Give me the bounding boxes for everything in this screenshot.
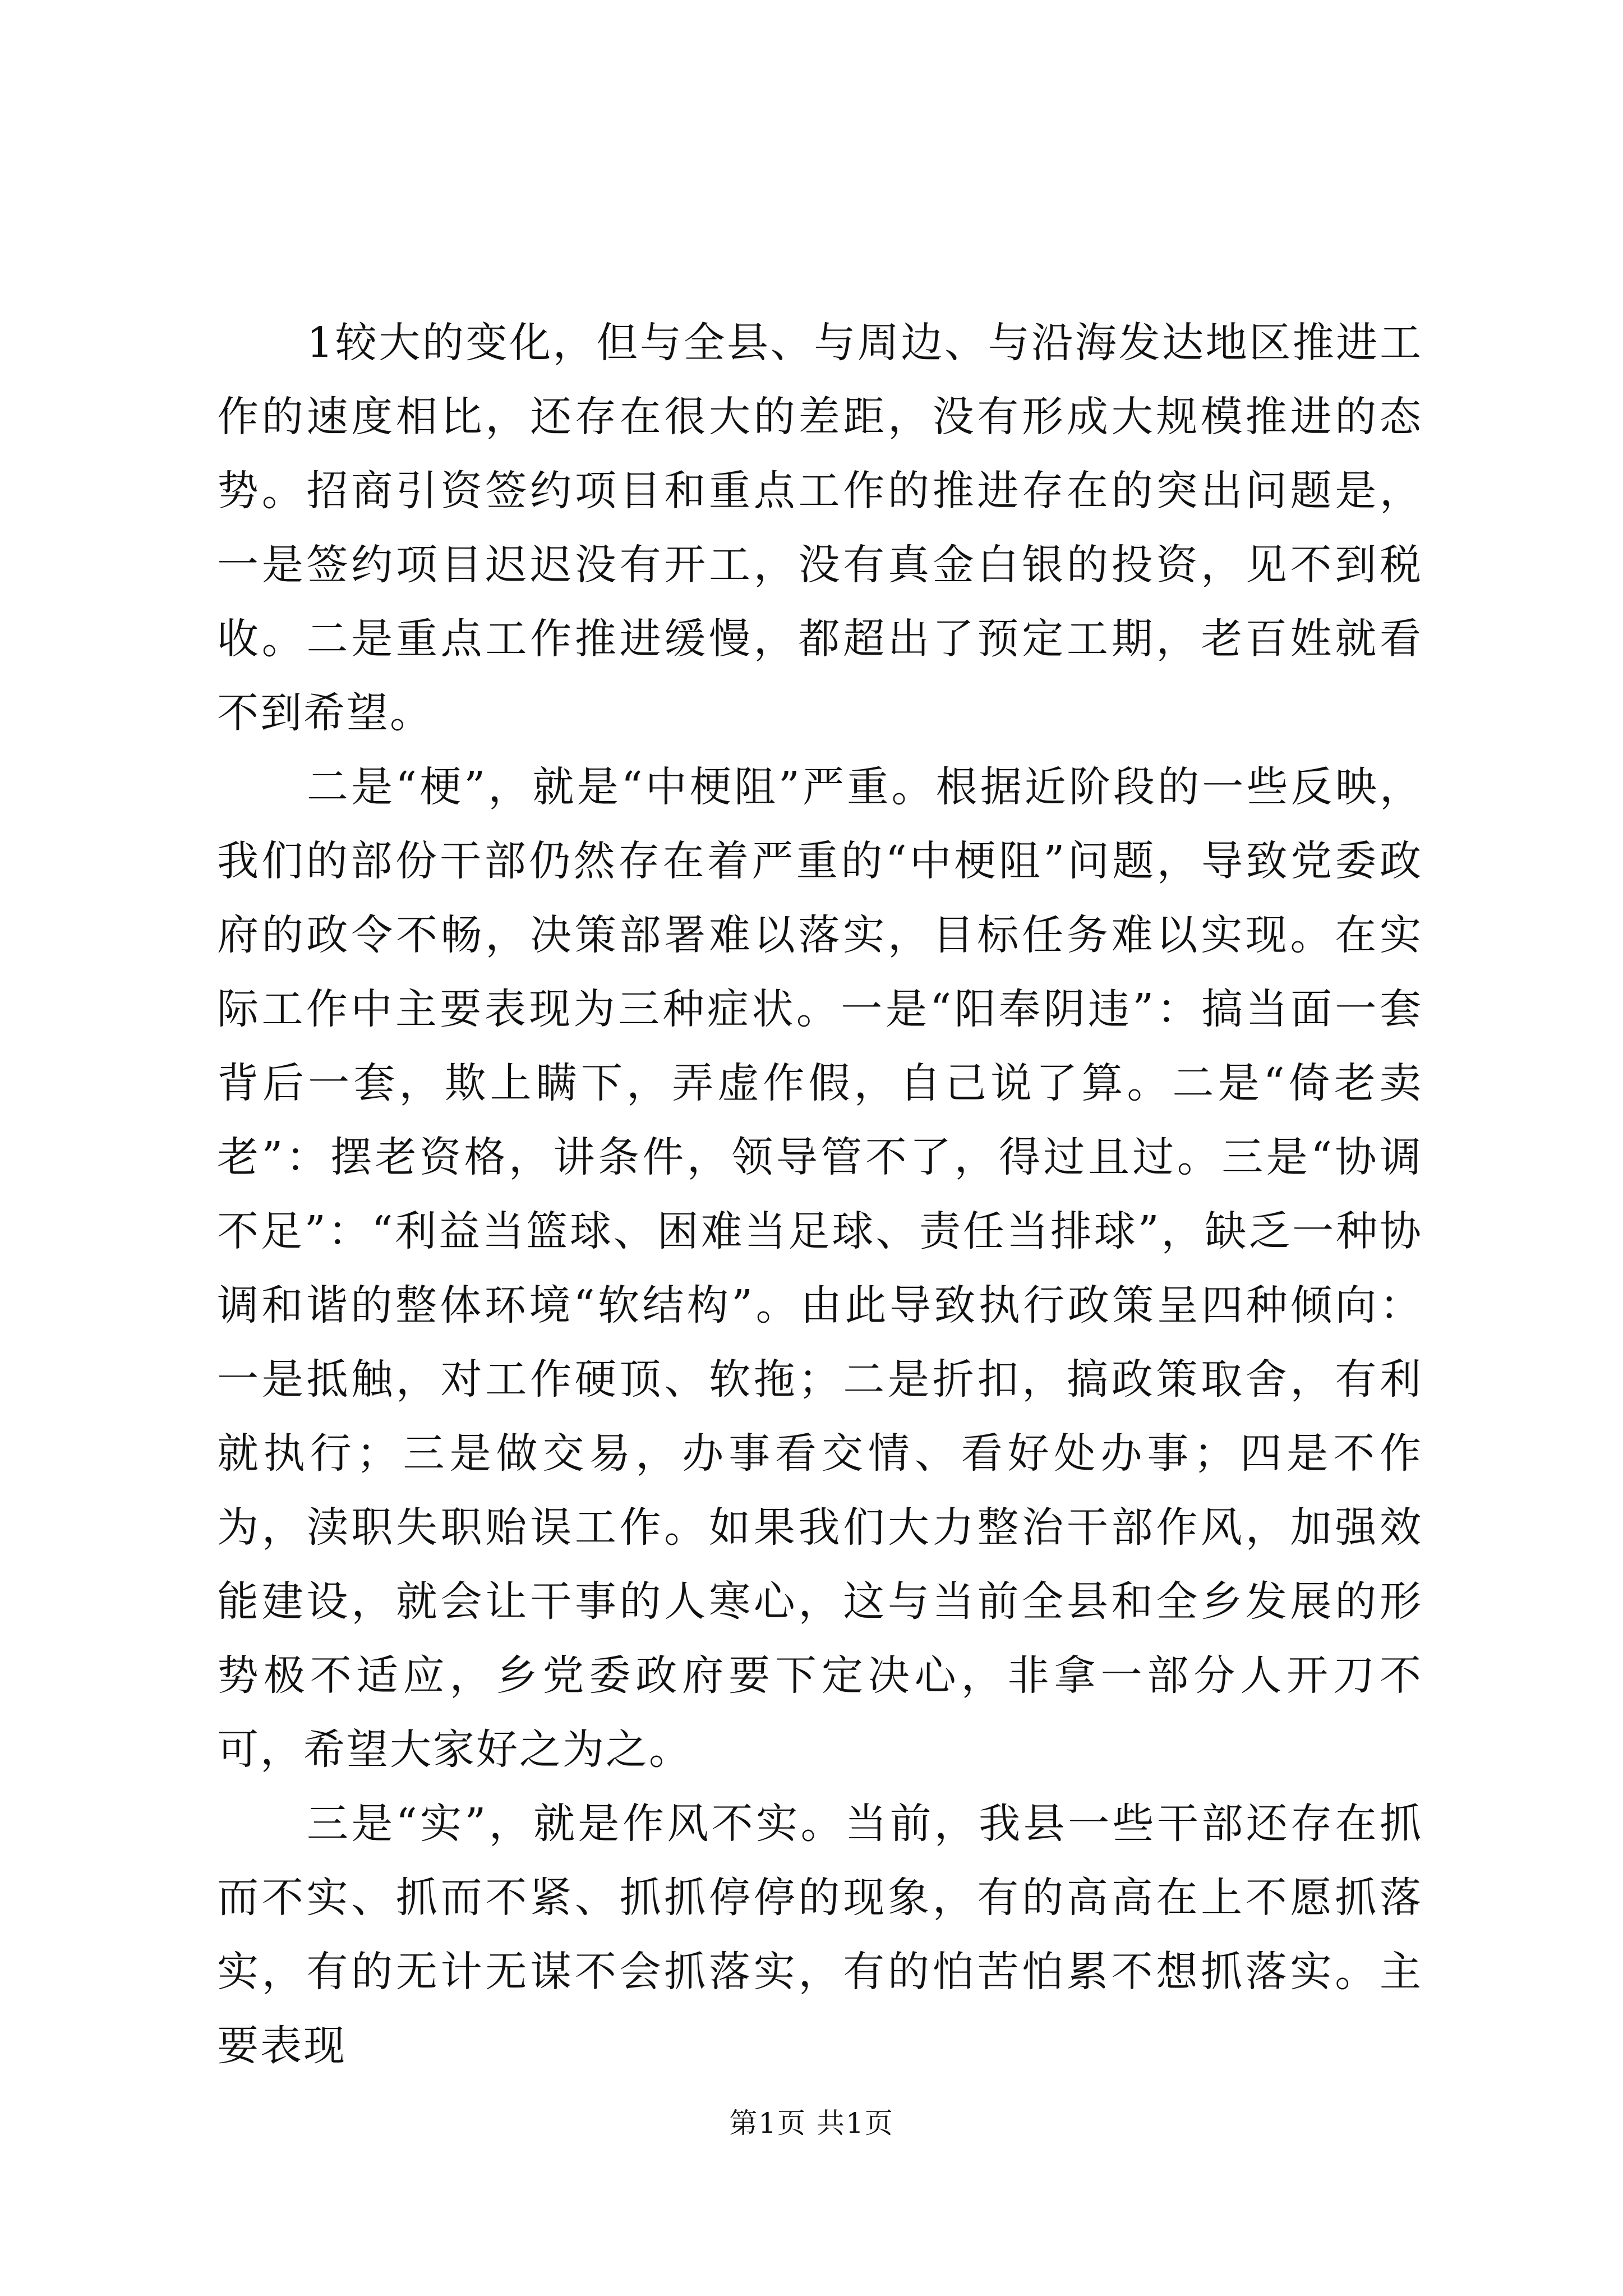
page-footer: 第1页 共1页 (729, 2107, 894, 2139)
paragraph-geng: 二是“梗”，就是“中梗阻”严重。根据近阶段的一些反映，我们的部份干部仍然存在着严重的“中梗阻”问题，导致党委政府的政令不畅，决策部署难以落实，目标任务难以实现。在实际工作中主要表现为三种症状。一是“阳奉阴违”：搞当面一套背后一套，欺上瞒下，弄虚作假，自己说了算。二是“倚老卖老”：摆老资格，讲条件，领导管不了，得过且过。三是“协调不足”：“利益当篮球、困难当足球、责任当排球”，缺乏一种协调和谐的整体环境“软结构”。由此导致执行政策呈四种倾向：一是抵触，对工作硬顶、软拖；二是折扣，搞政策取舍，有利就执行；三是做交易，办事看交情、看好处办事；四是不作为，渎职失职贻误工作。如果我们大力整治干部作风，加强效能建设，就会让干事的人寒心，这与当前全县和全乡发展的形势极不适应，乡党委政府要下定决心，非拿一部分人开刀不可，希望大家好之为之。 (217, 763, 1423, 1774)
document-body (217, 306, 1423, 2083)
paragraph-continuation: 1较大的变化，但与全县、与周边、与沿海发达地区推进工作的速度相比，还存在很大的差距，没有形成大规模推进的态势。招商引资签约项目和重点工作的推进存在的突出问题是，一是签约项目迟迟没有开工，没有真金白银的投资，见不到税收。二是重点工作推进缓慢，都超出了预定工期，老百姓就看不到希望。 (217, 319, 1423, 737)
paragraph-shi: 三是“实”，就是作风不实。当前，我县一些干部还存在抓而不实、抓而不紧、抓抓停停的现象，有的高高在上不愿抓落实，有的无计无谋不会抓落实，有的怕苦怕累不想抓落实。主要表现 (217, 1800, 1423, 2070)
